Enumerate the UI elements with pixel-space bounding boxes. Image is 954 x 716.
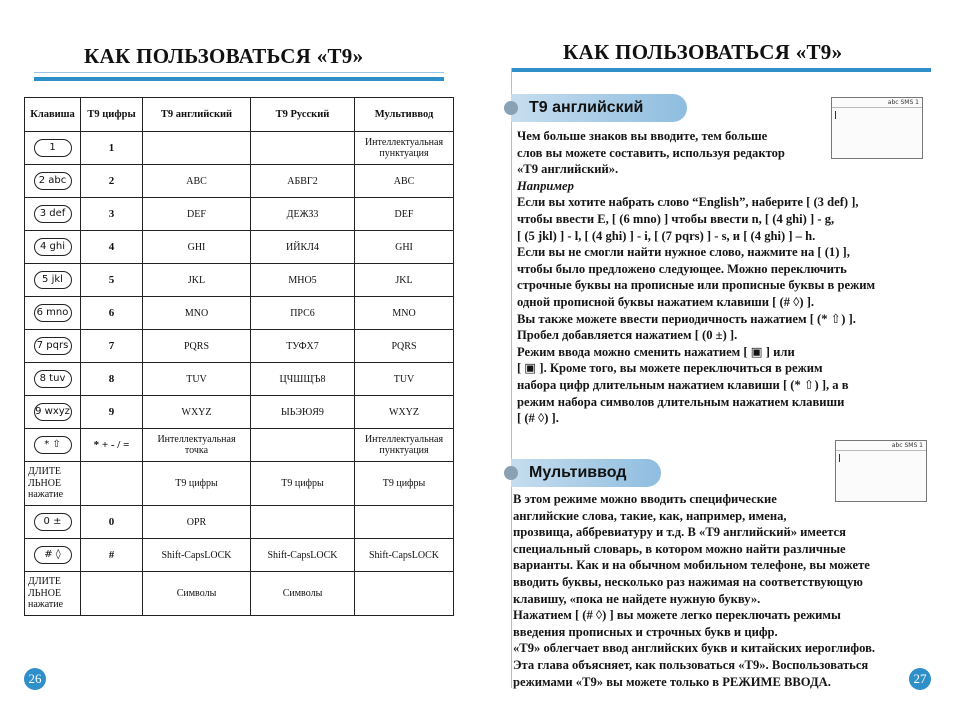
screen-status-bar: abc SMS 1 — [832, 98, 922, 108]
multitap-cell: MNO — [355, 297, 454, 330]
multitap-cell: ABC — [355, 165, 454, 198]
section1-body — [517, 128, 927, 427]
text-line: введения прописных и строчных букв и цифр. — [513, 624, 778, 639]
t9-english-cell: MNO — [143, 297, 251, 330]
key-cell — [25, 198, 81, 231]
bullet-dot-icon — [504, 101, 518, 115]
multitap-cell: Интеллектуальная пунктуация — [355, 429, 454, 462]
text-line: «Т9» облегчает ввод английских букв и китайских иероглифов. — [513, 641, 876, 656]
key-mapping-table — [24, 97, 454, 616]
t9-digit-cell: * + - / = — [81, 429, 143, 462]
phone-key-icon: 7 pqrs — [34, 337, 72, 355]
section2-body — [513, 491, 925, 690]
multitap-cell: T9 цифры — [355, 462, 454, 506]
multitap-cell: PQRS — [355, 330, 454, 363]
t9-russian-cell: ИЙКЛ4 — [251, 231, 355, 264]
t9-digit-cell: 3 — [81, 198, 143, 231]
phone-key-icon: 5 jkl — [34, 271, 72, 289]
phone-key-icon: 1 — [34, 139, 72, 157]
phone-key-icon: 3 def — [34, 205, 72, 223]
title-divider — [34, 77, 444, 81]
t9-russian-cell: МНО5 — [251, 264, 355, 297]
header-t9-english: T9 английский — [143, 98, 251, 132]
phone-key-icon: 0 ± — [34, 513, 72, 531]
t9-english-cell: Shift-CapsLOCK — [143, 539, 251, 572]
table-row — [25, 198, 454, 231]
phone-key-icon: 6 mno — [34, 304, 72, 322]
key-cell — [25, 330, 81, 363]
t9-english-cell: PQRS — [143, 330, 251, 363]
t9-digit-cell: 5 — [81, 264, 143, 297]
key-cell — [25, 429, 81, 462]
t9-english-cell: DEF — [143, 198, 251, 231]
t9-russian-cell — [251, 506, 355, 539]
text-line: варианты. Как и на обычном мобильном телефоне, вы можете — [513, 558, 870, 573]
text-line: английские слова, такие, как, например, имена, — [513, 508, 787, 523]
phone-key-icon: # ◊ — [34, 546, 72, 564]
key-cell — [25, 297, 81, 330]
t9-digit-cell — [81, 572, 143, 616]
table-row — [25, 297, 454, 330]
key-cell — [25, 165, 81, 198]
text-line: режимами «Т9» вы можете только в РЕЖИМЕ ВВОДА. — [513, 674, 831, 689]
table-row — [25, 264, 454, 297]
t9-digit-cell: 8 — [81, 363, 143, 396]
t9-english-cell — [143, 132, 251, 165]
t9-digit-cell: 2 — [81, 165, 143, 198]
text-line: прозвища, аббревиатуру и т.д. В «Т9 английский» имеется — [513, 525, 846, 540]
text-line: Вы также можете ввести периодичность нажатием [ (* ⇧) ]. — [517, 311, 856, 326]
text-line: Если вы хотите набрать слово “English”, наберите [ (3 def) ], — [517, 195, 859, 210]
text-line: слов вы можете составить, используя редактор — [517, 145, 785, 160]
t9-russian-cell: T9 цифры — [251, 462, 355, 506]
phone-key-icon: 2 abc — [34, 172, 72, 190]
multitap-cell — [355, 572, 454, 616]
header-t9-digits: T9 цифры — [81, 98, 143, 132]
t9-russian-cell: АБВГ2 — [251, 165, 355, 198]
multitap-cell: WXYZ — [355, 396, 454, 429]
phone-key-icon: 4 ghi — [34, 238, 72, 256]
table-row — [25, 330, 454, 363]
table-row — [25, 539, 454, 572]
t9-russian-cell: ТУФХ7 — [251, 330, 355, 363]
title-divider-thin — [34, 72, 444, 73]
multitap-cell: Интеллектуальная пунктуация — [355, 132, 454, 165]
t9-digit-cell: 9 — [81, 396, 143, 429]
phone-key-icon: 8 tuv — [34, 370, 72, 388]
multitap-cell — [355, 506, 454, 539]
t9-russian-cell: Shift-CapsLOCK — [251, 539, 355, 572]
t9-digit-cell: 7 — [81, 330, 143, 363]
t9-russian-cell — [251, 132, 355, 165]
text-line: «Т9 английский». — [517, 162, 619, 177]
t9-digit-cell: # — [81, 539, 143, 572]
text-line: чтобы ввести E, [ (6 mno) ] чтобы ввести n, [ (4 ghi) ] - g, — [517, 211, 835, 226]
text-cursor-icon — [839, 454, 840, 462]
bullet-dot-icon — [504, 466, 518, 480]
t9-digit-cell: 4 — [81, 231, 143, 264]
text-line: набора цифр длительным нажатием клавиши [ (* ⇧) ], а в — [517, 377, 849, 392]
multitap-cell: TUV — [355, 363, 454, 396]
t9-english-cell: WXYZ — [143, 396, 251, 429]
text-line: [ ▣ ]. Кроме того, вы можете переключиться в режим — [517, 361, 823, 376]
t9-digit-cell: 6 — [81, 297, 143, 330]
t9-russian-cell: ЫЬЭЮЯ9 — [251, 396, 355, 429]
t9-english-cell: Символы — [143, 572, 251, 616]
header-t9-russian: T9 Русский — [251, 98, 355, 132]
screen-status-bar: abc SMS 1 — [836, 441, 926, 451]
section-heading-t9-english — [511, 94, 687, 122]
t9-russian-cell: ПРС6 — [251, 297, 355, 330]
table-row — [25, 506, 454, 539]
key-cell — [25, 231, 81, 264]
text-cursor-icon — [835, 111, 836, 119]
t9-digit-cell: 1 — [81, 132, 143, 165]
multitap-cell: DEF — [355, 198, 454, 231]
text-line: вводить буквы, несколько раз нажимая на соответствующую — [513, 574, 863, 589]
t9-digit-cell: 0 — [81, 506, 143, 539]
text-line: чтобы было предложено следующее. Можно переключить — [517, 261, 847, 276]
t9-russian-cell: Символы — [251, 572, 355, 616]
header-multitap: Мультиввод — [355, 98, 454, 132]
header-key: Клавиша — [25, 98, 81, 132]
margin-line — [511, 68, 512, 688]
t9-english-cell: TUV — [143, 363, 251, 396]
text-line: Чем больше знаков вы вводите, тем больше — [517, 129, 768, 143]
table-row — [25, 429, 454, 462]
text-line: Режим ввода можно сменить нажатием [ ▣ ] или — [517, 344, 795, 359]
t9-english-cell: GHI — [143, 231, 251, 264]
table-row — [25, 165, 454, 198]
text-line: режим набора символов длительным нажатием клавиши — [517, 394, 845, 409]
text-line: Пробел добавляется нажатием [ (0 ±) ]. — [517, 328, 738, 343]
right-page — [477, 0, 954, 716]
text-line: [ (5 jkl) ] - l, [ (4 ghi) ] - i, [ (7 pqrs) ] - s, и [ (4 ghi) ] – h. — [517, 228, 816, 243]
t9-english-cell: ABC — [143, 165, 251, 198]
text-line: Эта глава объясняет, как пользоваться «Т9». Воспользоваться — [513, 657, 869, 672]
text-line: [ (# ◊) ]. — [517, 411, 559, 426]
t9-english-cell: Интеллектуальная точка — [143, 429, 251, 462]
text-line: Нажатием [ (# ◊) ] вы можете легко переключать режимы — [513, 608, 841, 623]
section-heading-text: T9 английский — [529, 99, 644, 116]
t9-digit-cell — [81, 462, 143, 506]
phone-key-icon: 9 wxyz — [34, 403, 72, 421]
key-cell: ДЛИТЕ ЛЬНОЕ нажатие — [25, 572, 81, 616]
t9-english-cell: JKL — [143, 264, 251, 297]
text-line: клавишу, «пока не найдете нужную букву». — [513, 591, 761, 606]
key-cell — [25, 132, 81, 165]
page-number-right: 27 — [909, 668, 931, 690]
text-line: строчные буквы на прописные или прописные буквы в режим — [517, 278, 876, 293]
key-cell — [25, 396, 81, 429]
table-row — [25, 462, 454, 506]
multitap-cell: JKL — [355, 264, 454, 297]
key-cell: ДЛИТЕ ЛЬНОЕ нажатие — [25, 462, 81, 506]
multitap-cell: Shift-CapsLOCK — [355, 539, 454, 572]
right-page-title: КАК ПОЛЬЗОВАТЬСЯ «Т9» — [563, 40, 843, 64]
key-cell — [25, 539, 81, 572]
title-divider-right — [511, 68, 931, 72]
t9-english-cell: T9 цифры — [143, 462, 251, 506]
text-line: Если вы не смогли найти нужное слово, нажмите на [ (1) ], — [517, 245, 850, 260]
phone-key-icon: * ⇧ — [34, 436, 72, 454]
table-row — [25, 132, 454, 165]
t9-russian-cell: ДЕЖЗ3 — [251, 198, 355, 231]
key-cell — [25, 506, 81, 539]
page-number-left: 26 — [24, 668, 46, 690]
text-line: В этом режиме можно вводить специфические — [513, 492, 777, 506]
text-line: Например — [517, 178, 574, 193]
table-header-row — [25, 98, 454, 132]
section-heading-multitap — [511, 459, 661, 487]
table-row — [25, 396, 454, 429]
table-row — [25, 572, 454, 616]
table-row — [25, 231, 454, 264]
left-page-title: КАК ПОЛЬЗОВАТЬСЯ «Т9» — [84, 44, 364, 68]
text-line: специальный словарь, в котором можно найти различные — [513, 541, 846, 556]
table-row — [25, 363, 454, 396]
text-line: одной прописной буквы нажатием клавиши [ (# ◊) ]. — [517, 294, 815, 309]
multitap-cell: GHI — [355, 231, 454, 264]
t9-english-cell: OPR — [143, 506, 251, 539]
t9-russian-cell — [251, 429, 355, 462]
section-heading-text: Мультиввод — [529, 464, 627, 481]
t9-russian-cell: ЦЧШЩЪ8 — [251, 363, 355, 396]
key-cell — [25, 363, 81, 396]
key-cell — [25, 264, 81, 297]
